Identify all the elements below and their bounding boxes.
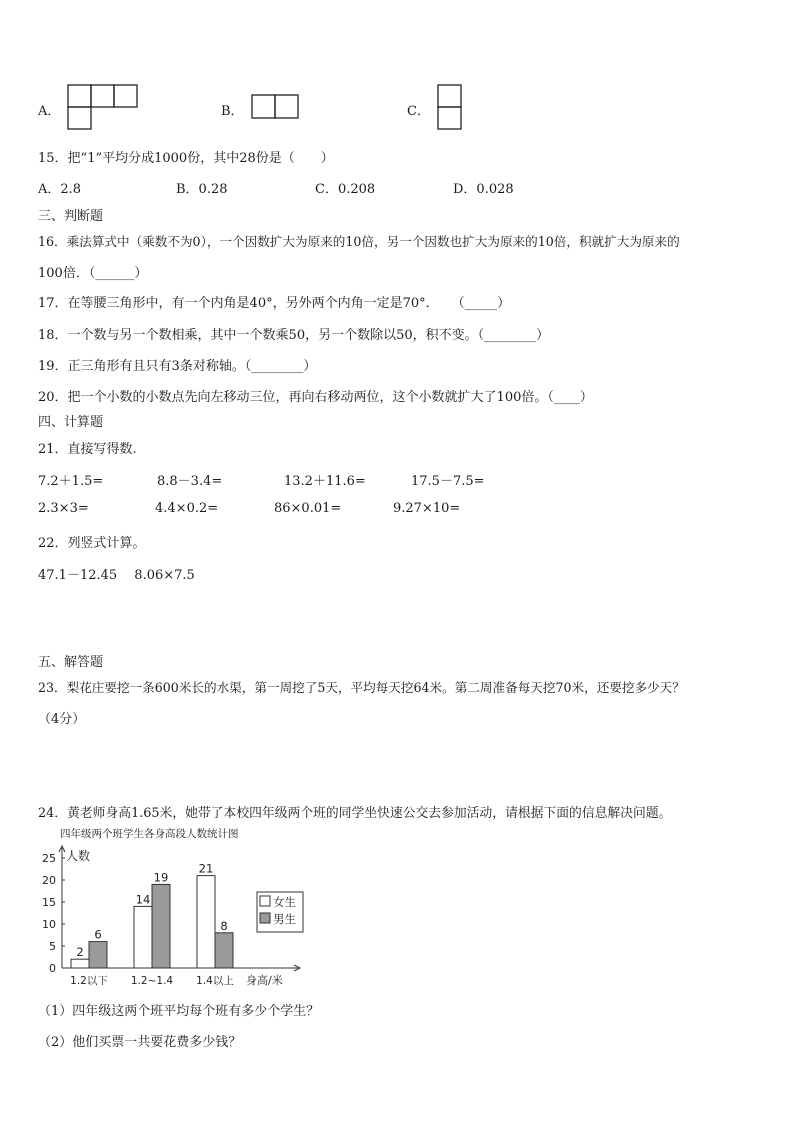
y-tick-label: 0 (49, 962, 56, 975)
calc-item: 86×0.01= (274, 501, 342, 516)
question-17: 17．在等腰三角形中，有一个内角是40°，另外两个内角一定是70°． （_____） (38, 296, 511, 311)
bar-女生 (134, 906, 152, 968)
question-22-title: 22．列竖式计算。 (38, 536, 146, 551)
bar-value-label: 14 (135, 892, 151, 907)
q15-option-d: D．0.028 (453, 182, 514, 197)
option-a-figure (66, 83, 140, 131)
question-16-line2: 100倍．（______） (38, 266, 148, 281)
y-tick-label: 25 (42, 852, 56, 865)
question-19: 19．正三角形有且只有3条对称轴。（________） (38, 359, 317, 374)
question-24: 24．黄老师身高1.65米，她带了本校四年级两个班的同学坐快速公交去参加活动，请根据下面的信息解决问题。 (38, 806, 672, 821)
height-distribution-chart (36, 822, 336, 992)
y-tick-label: 5 (49, 940, 56, 953)
calc-item: 7.2＋1.5= (38, 474, 104, 489)
y-tick-label: 10 (42, 918, 56, 931)
chart-svg (36, 822, 336, 992)
bar-男生 (215, 933, 233, 968)
legend-swatch (260, 896, 270, 906)
category-label: 1.4以上 (196, 975, 234, 987)
question-22-items: 47.1－12.45 8.06×7.5 (38, 568, 195, 583)
option-a-label: A． (38, 104, 61, 119)
option-c-label: C． (407, 104, 430, 119)
calc-item: 17.5－7.5= (411, 474, 485, 489)
legend-label: 男生 (273, 912, 296, 926)
question-23-line2: （4分） (38, 712, 86, 727)
q15-option-a: A．2.8 (38, 182, 82, 197)
q15-option-c: C．0.208 (315, 182, 376, 197)
option-c-figure (436, 83, 464, 133)
bar-女生 (197, 876, 215, 968)
category-label: 1.2以下 (70, 975, 108, 987)
y-tick-label: 15 (42, 896, 56, 909)
bar-value-label: 8 (220, 918, 228, 933)
section-5-heading: 五、解答题 (38, 655, 104, 670)
question-16-line1: 16．乘法算式中（乘数不为0），一个因数扩大为原来的10倍，另一个因数也扩大为原来的10倍，积就扩大为原来的 (38, 234, 680, 249)
question-23-line1: 23．梨花庄要挖一条600米长的水渠，第一周挖了5天，平均每天挖64米。第二周准备每天挖70米，还要挖多少天？ (38, 680, 685, 695)
question-15: 15．把“1”平均分成1000份，其中28份是（ ） (38, 151, 334, 166)
category-label: 1.2~1.4 (130, 975, 174, 987)
bar-value-label: 21 (198, 861, 214, 876)
option-b-label: B． (221, 104, 244, 119)
question-21-title: 21．直接写得数. (38, 442, 137, 457)
calc-item: 4.4×0.2= (155, 501, 219, 516)
section-4-heading: 四、计算题 (38, 415, 104, 430)
bar-value-label: 6 (94, 927, 102, 942)
bar-value-label: 19 (153, 870, 169, 885)
option-b-figure (250, 93, 302, 121)
x-axis-label: 身高/米 (246, 974, 283, 987)
bar-男生 (89, 942, 107, 968)
bar-value-label: 2 (76, 945, 84, 960)
calc-item: 2.3×3= (38, 501, 89, 516)
calc-item: 8.8－3.4= (157, 474, 223, 489)
y-axis-label: 人数 (66, 849, 91, 863)
calc-item: 9.27×10= (393, 501, 461, 516)
y-tick-label: 20 (42, 874, 56, 887)
section-3-heading: 三、判断题 (38, 209, 104, 224)
chart-title: 四年级两个班学生各身高段人数统计图 (60, 828, 239, 840)
legend-swatch (260, 913, 270, 923)
bar-女生 (71, 959, 89, 968)
legend-label: 女生 (273, 895, 296, 909)
q15-option-b: B．0.28 (176, 182, 228, 197)
question-18: 18．一个数与另一个数相乘，其中一个数乘50，另一个数除以50，积不变。（________） (38, 328, 550, 343)
calc-item: 13.2＋11.6= (284, 474, 366, 489)
question-24-sub2: （2）他们买票一共要花费多少钱？ (38, 1035, 242, 1050)
question-20: 20．把一个小数的小数点先向左移动三位，再向右移动两位，这个小数就扩大了100倍。（____） (38, 390, 593, 405)
question-24-sub1: （1）四年级这两个班平均每个班有多少个学生？ (38, 1004, 320, 1019)
bar-男生 (152, 884, 170, 968)
